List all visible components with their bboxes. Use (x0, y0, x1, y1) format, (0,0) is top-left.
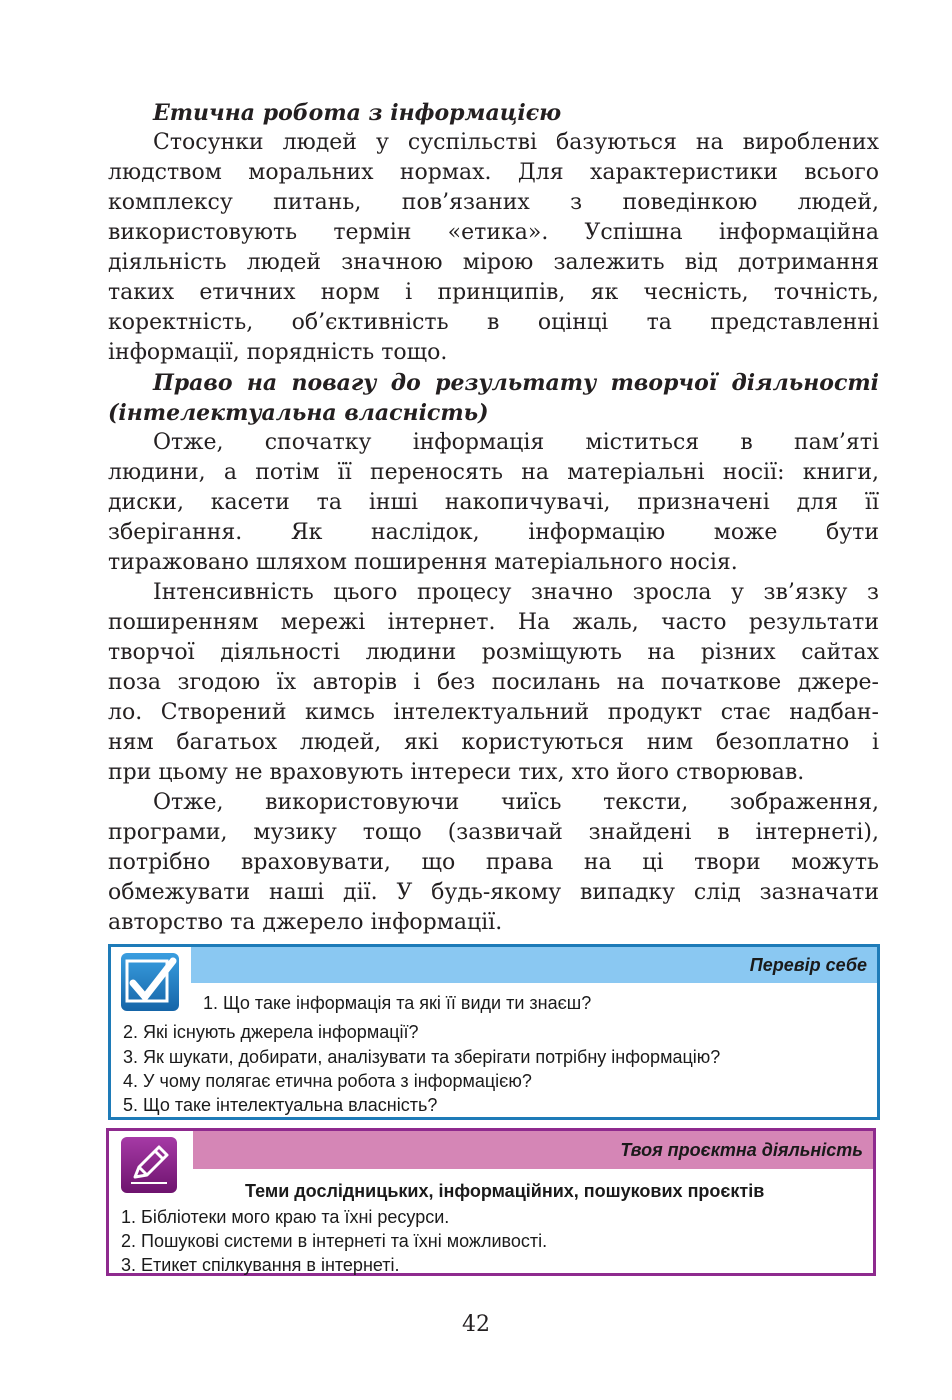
question-item: 1. Що таке інформація та які її види ти знаєш? (203, 993, 592, 1013)
check-yourself-header (191, 947, 877, 983)
project-item: 3. Етикет спілкування в інтернеті. (121, 1255, 400, 1275)
main-text (108, 98, 879, 938)
paragraph-line: діяльність людей значною мірою залежить від дотримання (108, 250, 879, 275)
paragraph-line: поширенням мережі інтернет. На жаль, часто результати (108, 610, 879, 635)
paragraph-line: комплексу питань, пов’язаних з поведінкою людей, (108, 190, 879, 215)
paragraph-line: інформації, порядність тощо. (108, 340, 448, 365)
question-item: 3. Як шукати, добирати, аналізувати та зберігати потрібну інформацію? (123, 1047, 721, 1067)
question-item: 5. Що таке інтелектуальна власність? (123, 1095, 438, 1115)
paragraph-line: Отже, спочатку інформація міститься в пам’яті (153, 430, 879, 455)
project-item: 2. Пошукові системи в інтернеті та їхні можливості. (121, 1231, 548, 1251)
paragraph-line: людством моральних нормах. Для характеристики всього (108, 160, 879, 185)
project-subtitle: Теми дослідницьких, інформаційних, пошукових проєктів (245, 1181, 765, 1201)
paragraph-line: зберігання. Як наслідок, інформацію може бути (108, 520, 879, 545)
section-heading-ip: (інтелектуальна власність) (108, 400, 489, 426)
paragraph-line: Отже, використовуючи чиїсь тексти, зображення, (153, 790, 879, 815)
paragraph-line: людини, а потім її переносять на матеріальні носії: книги, (108, 460, 879, 485)
paragraph-line: обмежувати наші дії. У будь-якому випадку слід зазначати (108, 880, 879, 905)
page-number: 42 (462, 1312, 490, 1337)
paragraph-line: потрібно враховувати, що права на ці твори можуть (108, 850, 879, 875)
paragraph-line: авторство та джерело інформації. (108, 910, 503, 935)
paragraph-line: творчої діяльності людини розміщують на різних сайтах (108, 640, 879, 665)
section-heading-ip: Право на повагу до результату творчої діяльності (153, 370, 879, 396)
paragraph-line: ням багатьох людей, які користуються ним безоплатно і (108, 730, 879, 755)
paragraph-line: таких етичних норм і принципів, як чесність, точність, (108, 280, 879, 305)
project-activity-box (106, 1128, 876, 1276)
pencil-icon (121, 1137, 177, 1193)
question-item: 4. У чому полягає етична робота з інформацією? (123, 1071, 532, 1091)
check-yourself-title: Перевір себе (749, 955, 867, 975)
checkmark-icon (121, 953, 179, 1011)
question-item: 2. Які існують джерела інформації? (123, 1022, 419, 1042)
paragraph-line: Інтенсивність цього процесу значно зросла у зв’язку з (153, 580, 879, 605)
paragraph-line: при цьому не враховують інтереси тих, хто його створював. (108, 760, 805, 785)
paragraph-line: Стосунки людей у суспільстві базуються на вироблених (153, 130, 879, 155)
paragraph-line: використовують термін «етика». Успішна інформаційна (108, 220, 879, 245)
project-activity-title: Твоя проєктна діяльність (620, 1140, 863, 1160)
paragraph-line: ло. Створений кимсь інтелектуальний продукт стає надбан- (108, 700, 879, 725)
section-heading-ethics: Етична робота з інформацією (153, 100, 562, 126)
paragraph-line: коректність, об’єктивність в оцінці та представленні (108, 310, 879, 335)
paragraph-line: тиражовано шляхом поширення матеріального носія. (108, 550, 738, 575)
paragraph-line: поза згодою їх авторів і без посилань на початкове джере- (108, 670, 879, 695)
project-item: 1. Бібліотеки мого краю та їхні ресурси. (121, 1207, 450, 1227)
check-yourself-box (108, 944, 880, 1120)
project-activity-header (193, 1131, 873, 1169)
paragraph-line: диски, касети та інші накопичувачі, призначені для її (108, 490, 879, 515)
paragraph-line: програми, музику тощо (зазвичай знайдені в інтернеті), (108, 820, 879, 845)
